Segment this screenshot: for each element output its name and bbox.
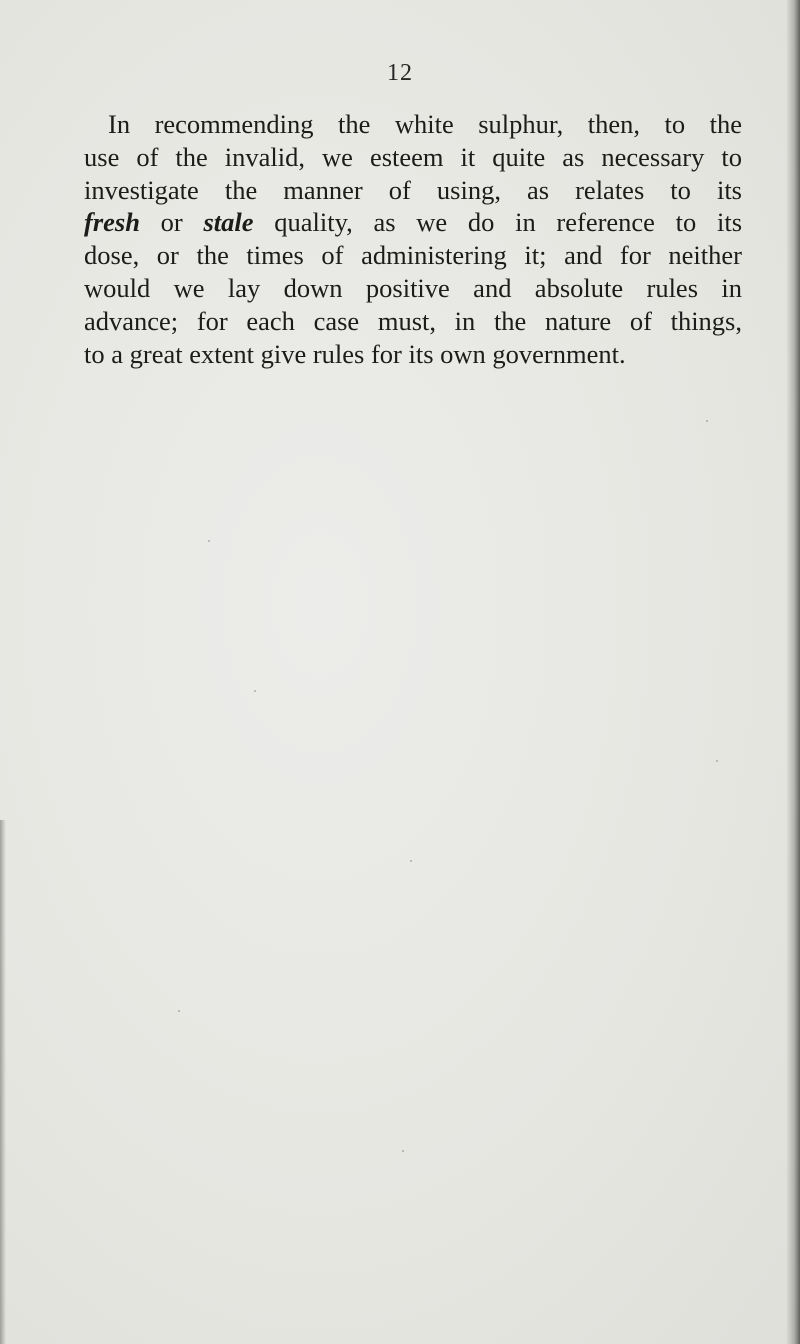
italic-word-fresh: fresh xyxy=(84,207,140,238)
text-line: investigate the manner of using, as relates to its xyxy=(84,174,742,205)
paper-speck xyxy=(410,860,412,862)
text-line xyxy=(84,206,742,239)
paper-speck xyxy=(402,1150,404,1152)
paper-speck xyxy=(706,420,708,422)
page-edge-shadow-left xyxy=(0,820,6,1344)
italic-word-stale: stale xyxy=(203,207,254,238)
text-line: would we lay down positive and absolute rules in xyxy=(84,272,742,303)
text-line: dose, or the times of administering it; and for neither xyxy=(84,240,742,271)
text-line: to a great extent give rules for its own government. xyxy=(84,338,626,369)
paper-speck xyxy=(178,1010,180,1012)
text-fragment: or xyxy=(160,207,183,238)
text-line: use of the invalid, we esteem it quite as necessary to xyxy=(84,141,742,172)
page-number: 12 xyxy=(387,60,413,86)
paper-speck xyxy=(716,760,718,762)
text-fragment: quality, as we do in reference to its xyxy=(274,207,743,238)
paper-speck xyxy=(208,540,210,542)
paper-speck xyxy=(254,690,256,692)
text-line: In recommending the white sulphur, then, to the xyxy=(108,109,742,139)
page-edge-shadow xyxy=(786,0,800,1344)
paragraph xyxy=(84,108,742,370)
text-line: advance; for each case must, in the nature of things, xyxy=(84,305,742,336)
